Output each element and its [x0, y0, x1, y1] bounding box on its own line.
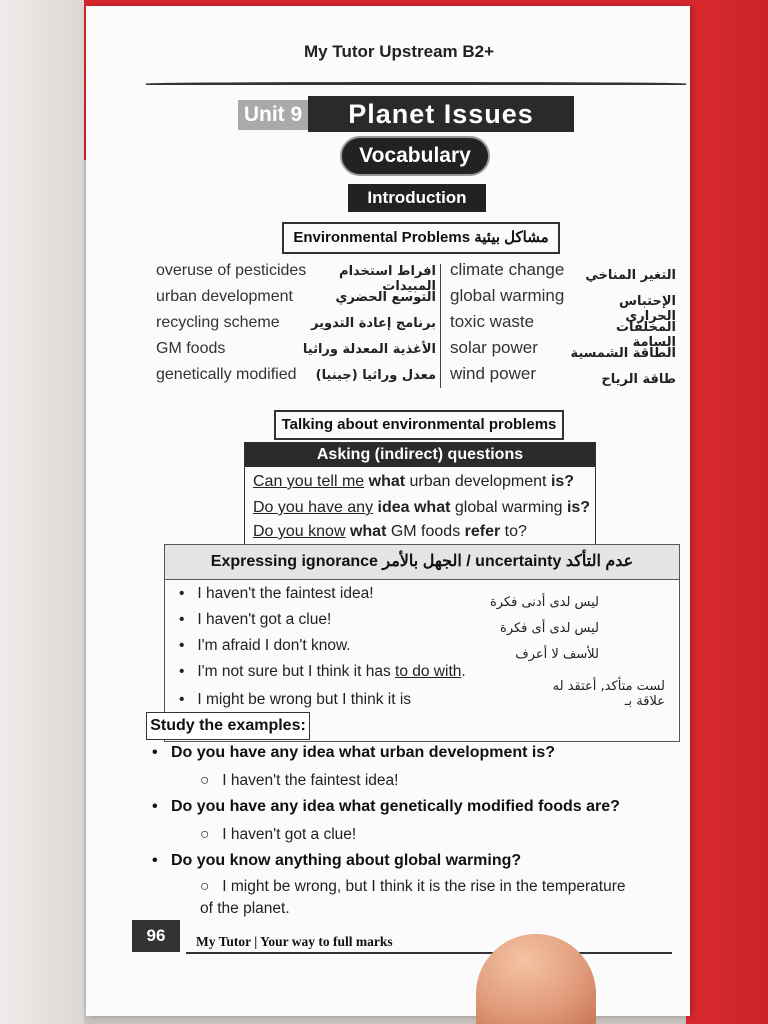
asking-wh: what [345, 523, 387, 540]
talking-heading: Talking about environmental problems [274, 410, 564, 440]
vocab-left-ar-4: الأغذية المعدلة وراثيا [302, 342, 436, 357]
example-answer-2: ○ I haven't got a clue! [200, 826, 357, 843]
vocab-divider [440, 264, 441, 388]
page-number: 96 [132, 920, 180, 952]
asking-verb: is? [566, 499, 591, 516]
vocab-left-en-4: GM foods [156, 340, 226, 357]
footer-rule [186, 952, 672, 954]
asking-line-2 [253, 499, 590, 517]
answer-text: I haven't got a clue! [222, 826, 357, 843]
ignorance-ar-4: لست متأكد, أعتقد له علاقة بـ [552, 679, 665, 709]
answer-text: I might be wrong, but I think it is the rise in the temperature of the planet. [200, 878, 626, 917]
asking-wh: idea what [373, 499, 451, 516]
vocab-right-ar-1: التغير المناخي [585, 268, 676, 283]
vocab-right-en-3: toxic waste [450, 312, 535, 331]
asking-phrase: Do you know [253, 523, 346, 540]
vocab-left-en-3: recycling scheme [156, 314, 280, 331]
ignorance-en: I'm not sure but I think it has [197, 663, 396, 680]
asking-verb: refer [464, 523, 501, 540]
ignorance-item-4: • I'm not sure but I think it has to do with. [179, 663, 466, 680]
asking-line-1 [253, 473, 574, 491]
vocab-right-ar-4: الطاقة الشمسية [570, 346, 676, 361]
environmental-problems-heading: Environmental Problems مشاكل بيئية [282, 222, 560, 254]
vocab-left-ar-3: برنامج إعادة التدوير [311, 316, 436, 331]
ignorance-en-end: . [461, 663, 466, 680]
asking-phrase: Do you have any [253, 499, 374, 516]
ignorance-en-underlined: to do with [395, 663, 462, 680]
ignorance-ar-2: ليس لدى أى فكرة [500, 621, 599, 636]
ignorance-ar-1: ليس لدى أدنى فكرة [489, 595, 599, 610]
vocab-right-en-2: global warming [450, 286, 565, 305]
background-right [686, 0, 768, 1024]
ignorance-en: I haven't the faintest idea! [197, 585, 374, 602]
asking-topic: urban development [405, 473, 551, 490]
vocab-right-en-4: solar power [450, 338, 538, 357]
example-answer-1: ○ I haven't the faintest idea! [200, 772, 399, 789]
ignorance-item-3: • I'm afraid I don't know. [179, 637, 351, 654]
vocabulary-heading: Vocabulary [340, 136, 490, 176]
ignorance-en: I haven't got a clue! [197, 611, 332, 628]
asking-line-3 [253, 523, 527, 541]
asking-box [244, 442, 596, 548]
vocab-right-en-5: wind power [450, 364, 536, 383]
vocab-left-ar-5: معدل وراثيا (جينيا) [315, 368, 436, 383]
asking-topic: global warming [450, 499, 567, 516]
question-text: Do you have any idea what urban development is? [170, 744, 556, 761]
example-question-1: • Do you have any idea what urban development is? [152, 744, 556, 761]
ignorance-item-2: • I haven't got a clue! [179, 611, 332, 628]
vocab-left-en-5: genetically modified [156, 366, 297, 383]
vocab-left-en-2: urban development [156, 288, 293, 305]
page-header: My Tutor Upstream B2+ [304, 42, 495, 61]
example-question-3: • Do you know anything about global warming? [152, 852, 522, 869]
vocab-left-en-1: overuse of pesticides [156, 262, 307, 279]
answer-text: I haven't the faintest idea! [222, 772, 399, 789]
vocab-right-ar-5: طاقة الرياح [601, 372, 676, 387]
vocab-right-en-1: climate change [450, 260, 565, 279]
example-answer-3: ○ I might be wrong, but I think it is the rise in the temperature of the planet. [200, 878, 626, 917]
ignorance-item-1: • I haven't the faintest idea! [179, 585, 374, 602]
vocab-right-ar-3: المخلفات السامة [615, 320, 676, 350]
footer-text: My Tutor | Your way to full marks [196, 934, 393, 949]
question-text: Do you know anything about global warming? [170, 852, 522, 869]
asking-wh: what [364, 473, 406, 490]
header-rule [146, 82, 686, 85]
asking-heading: Asking (indirect) questions [245, 443, 595, 467]
ignorance-en: I might be wrong but I think it is [197, 691, 412, 708]
background-left-page [0, 0, 84, 1024]
vocab-right-ar-2: الإحتباس الحراري [619, 294, 676, 324]
vocab-left-ar-2: التوسع الحضري [335, 290, 436, 305]
unit-label: Unit 9 [238, 100, 308, 130]
book-page [86, 6, 690, 1016]
ignorance-item-5: • I might be wrong but I think it is [179, 691, 412, 708]
example-question-2: • Do you have any idea what genetically modified foods are? [152, 798, 620, 815]
unit-title: Planet Issues [308, 96, 574, 132]
asking-tail: to? [500, 523, 527, 540]
question-text: Do you have any idea what genetically modified foods are? [170, 798, 620, 815]
vocab-left-ar-1: افراط استخدام المبيدات [339, 264, 436, 294]
asking-topic: GM foods [386, 523, 465, 540]
ignorance-ar-3: للأسف لا أعرف [515, 647, 599, 662]
ignorance-heading: Expressing ignorance الجهل بالأمر / uncertainty عدم التأكد [165, 545, 679, 580]
introduction-heading: Introduction [348, 184, 486, 212]
study-heading: Study the examples: [146, 712, 310, 740]
asking-verb: is? [550, 473, 575, 490]
asking-phrase: Can you tell me [253, 473, 365, 490]
ignorance-en: I'm afraid I don't know. [197, 637, 351, 654]
